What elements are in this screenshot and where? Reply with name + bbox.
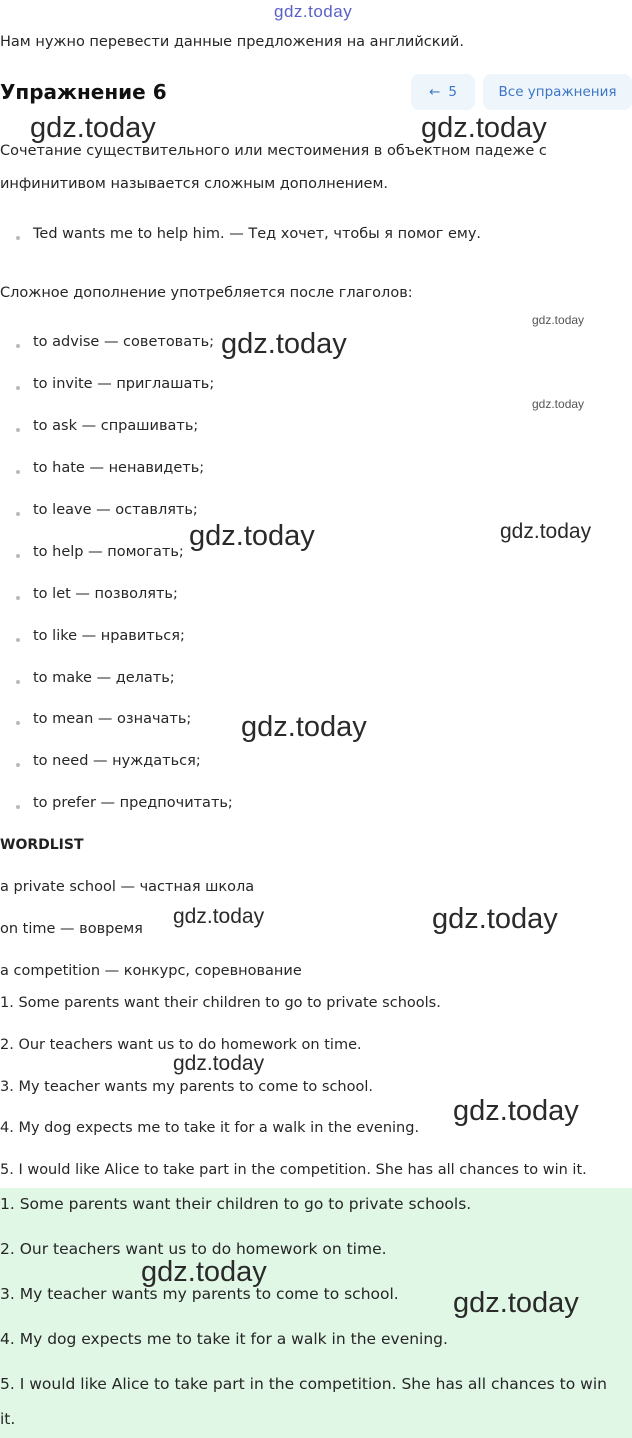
wordlist-item: a competition — конкурс, соревнование [0, 963, 302, 979]
bullet-icon [16, 680, 20, 684]
sentence: 4. My dog expects me to take it for a walk in the evening. [0, 1120, 420, 1136]
bullet-icon [16, 512, 20, 516]
prev-exercise-button[interactable] [411, 74, 475, 110]
watermark-top: gdz.today [274, 2, 353, 21]
watermark: gdz.today [421, 112, 547, 144]
bullet-icon [16, 805, 20, 809]
rule-line-1: Сочетание существительного или местоимения в объектном падеже с [0, 143, 547, 159]
all-exercises-button[interactable]: Все упражнения [483, 74, 632, 110]
bullet-icon [16, 721, 20, 725]
answer-line: 1. Some parents want their children to go to private schools. [0, 1195, 472, 1213]
exercise-title: Упражнение 6 [0, 80, 167, 104]
watermark: gdz.today [532, 397, 585, 411]
watermark: gdz.today [241, 711, 367, 743]
sentence: 2. Our teachers want us to do homework on time. [0, 1037, 362, 1053]
answer-line: 4. My dog expects me to take it for a walk in the evening. [0, 1330, 448, 1348]
answer-line: 3. My teacher wants my parents to come to school. [0, 1285, 399, 1303]
arrow-left-icon: ← [429, 84, 441, 100]
bullet-icon [16, 638, 20, 642]
bullet-icon [16, 554, 20, 558]
bullet-icon [16, 470, 20, 474]
watermark: gdz.today [30, 112, 156, 144]
bullet-icon [16, 344, 20, 348]
wordlist-item: on time — вовремя [0, 921, 143, 937]
sentence: 3. My teacher wants my parents to come to school. [0, 1079, 374, 1095]
wordlist-title: WORDLIST [0, 837, 84, 853]
sentence: 1. Some parents want their children to go to private schools. [0, 995, 441, 1011]
prev-exercise-label: 5 [448, 84, 457, 100]
bullet-icon [16, 428, 20, 432]
answer-line: it. [0, 1410, 16, 1428]
watermark: gdz.today [532, 313, 585, 327]
answer-line: 5. I would like Alice to take part in the competition. She has all chances to win [0, 1375, 607, 1393]
watermark: gdz.today [432, 903, 558, 935]
bullet-icon [16, 386, 20, 390]
watermark: gdz.today [173, 905, 265, 928]
rule-line-2: инфинитивом называется сложным дополнением. [0, 176, 389, 192]
intro-text: Нам нужно перевести данные предложения на английский. [0, 34, 464, 50]
watermark: gdz.today [453, 1287, 579, 1319]
watermark: gdz.today [173, 1052, 265, 1075]
watermark: gdz.today [221, 328, 347, 360]
watermark: gdz.today [189, 520, 315, 552]
watermark: gdz.today [141, 1256, 267, 1288]
answer-line: 2. Our teachers want us to do homework on time. [0, 1240, 387, 1258]
watermark: gdz.today [453, 1095, 579, 1127]
sentence: 5. I would like Alice to take part in the competition. She has all chances to win it. [0, 1162, 587, 1178]
watermark: gdz.today [500, 520, 592, 543]
verbs-intro: Сложное дополнение употребляется после глаголов: [0, 285, 413, 301]
bullet-icon [16, 236, 20, 240]
bullet-icon [16, 596, 20, 600]
bullet-icon [16, 763, 20, 767]
wordlist-item: a private school — частная школа [0, 879, 255, 895]
